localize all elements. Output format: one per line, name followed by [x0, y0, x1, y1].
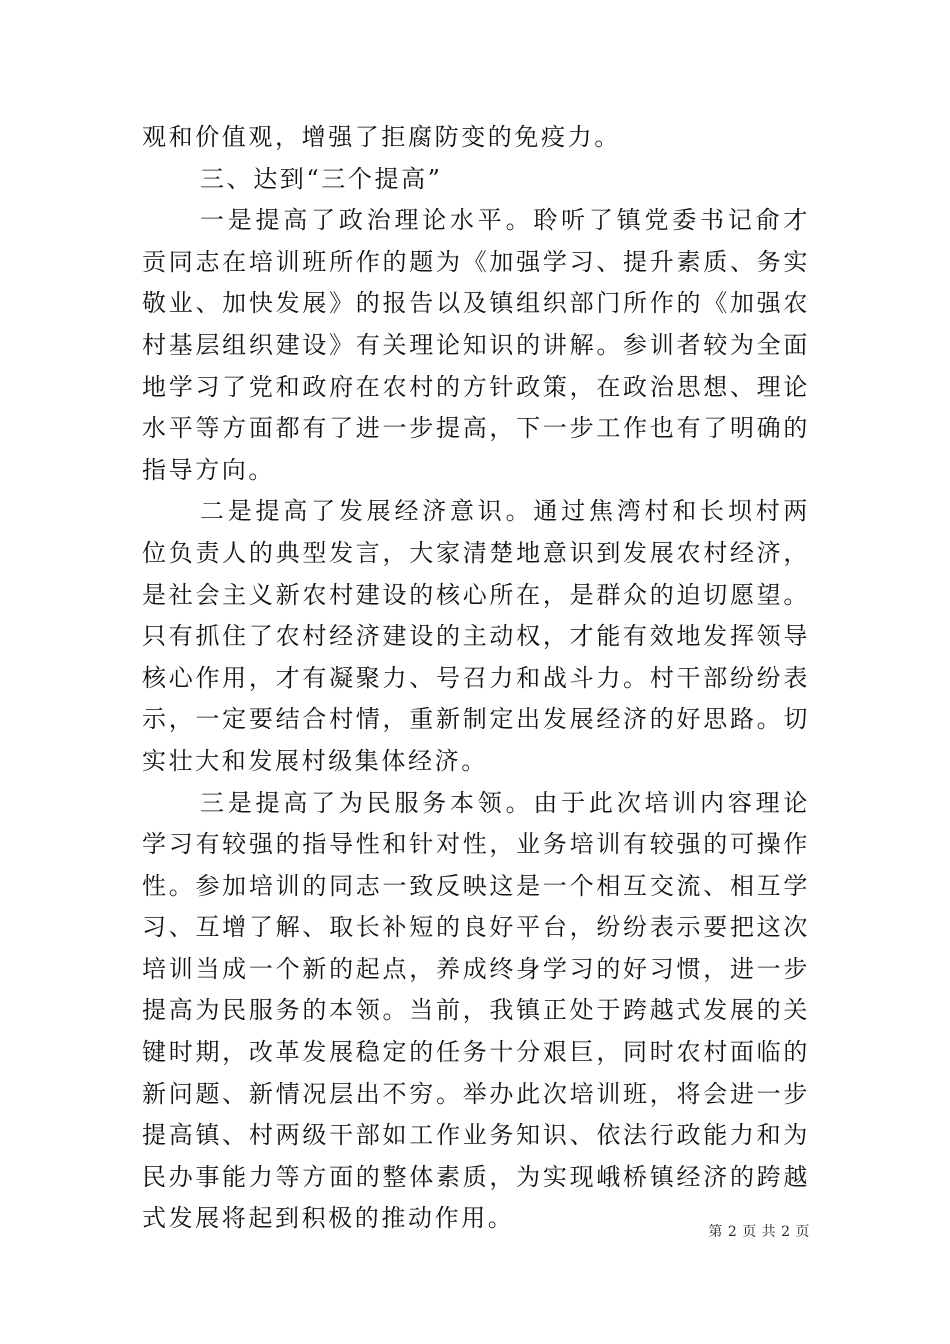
paragraph-continuation: 观和价值观，增强了拒腐防变的免疫力。 — [142, 123, 621, 151]
document-body — [142, 117, 810, 1240]
section-heading: 三、达到“三个提高” — [200, 164, 443, 193]
paragraph-economic-awareness: 二是提高了发展经济意识。通过焦湾村和长坝村两位负责人的典型发言，大家清楚地意识到发展农村经济，是社会主义新农村建设的核心所在，是群众的迫切愿望。只有抓住了农村经济建设的主动权，才能有效地发挥领导核心作用，才有凝聚力、号召力和战斗力。村干部纷纷表示，一定要结合村情，重新制定出发展经济的好思路。切实壮大和发展村级集体经济。 — [142, 497, 810, 775]
page-number-footer: 第 2 页 共 2 页 — [708, 1224, 810, 1240]
paragraph-service-skills: 三是提高了为民服务本领。由于此次培训内容理论学习有较强的指导性和针对性，业务培训有较强的可操作性。参加培训的同志一致反映这是一个相互交流、相互学习、互增了解、取长补短的良好平台，纷纷表示要把这次培训当成一个新的起点，养成终身学习的好习惯，进一步提高为民服务的本领。当前，我镇正处于跨越式发展的关键时期，改革发展稳定的任务十分艰巨，同时农村面临的新问题、新情况层出不穷。举办此次培训班，将会进一步提高镇、村两级干部如工作业务知识、依法行政能力和为民办事能力等方面的整体素质，为实现峨桥镇经济的跨越式发展将起到积极的推动作用。 — [142, 788, 810, 1233]
paragraph-political-theory: 一是提高了政治理论水平。聆听了镇党委书记俞才贡同志在培训班所作的题为《加强学习、提升素质、务实敬业、加快发展》的报告以及镇组织部门所作的《加强农村基层组织建设》有关理论知识的讲解。参训者较为全面地学习了党和政府在农村的方针政策，在政治思想、理论水平等方面都有了进一步提高，下一步工作也有了明确的指导方向。 — [142, 206, 810, 484]
